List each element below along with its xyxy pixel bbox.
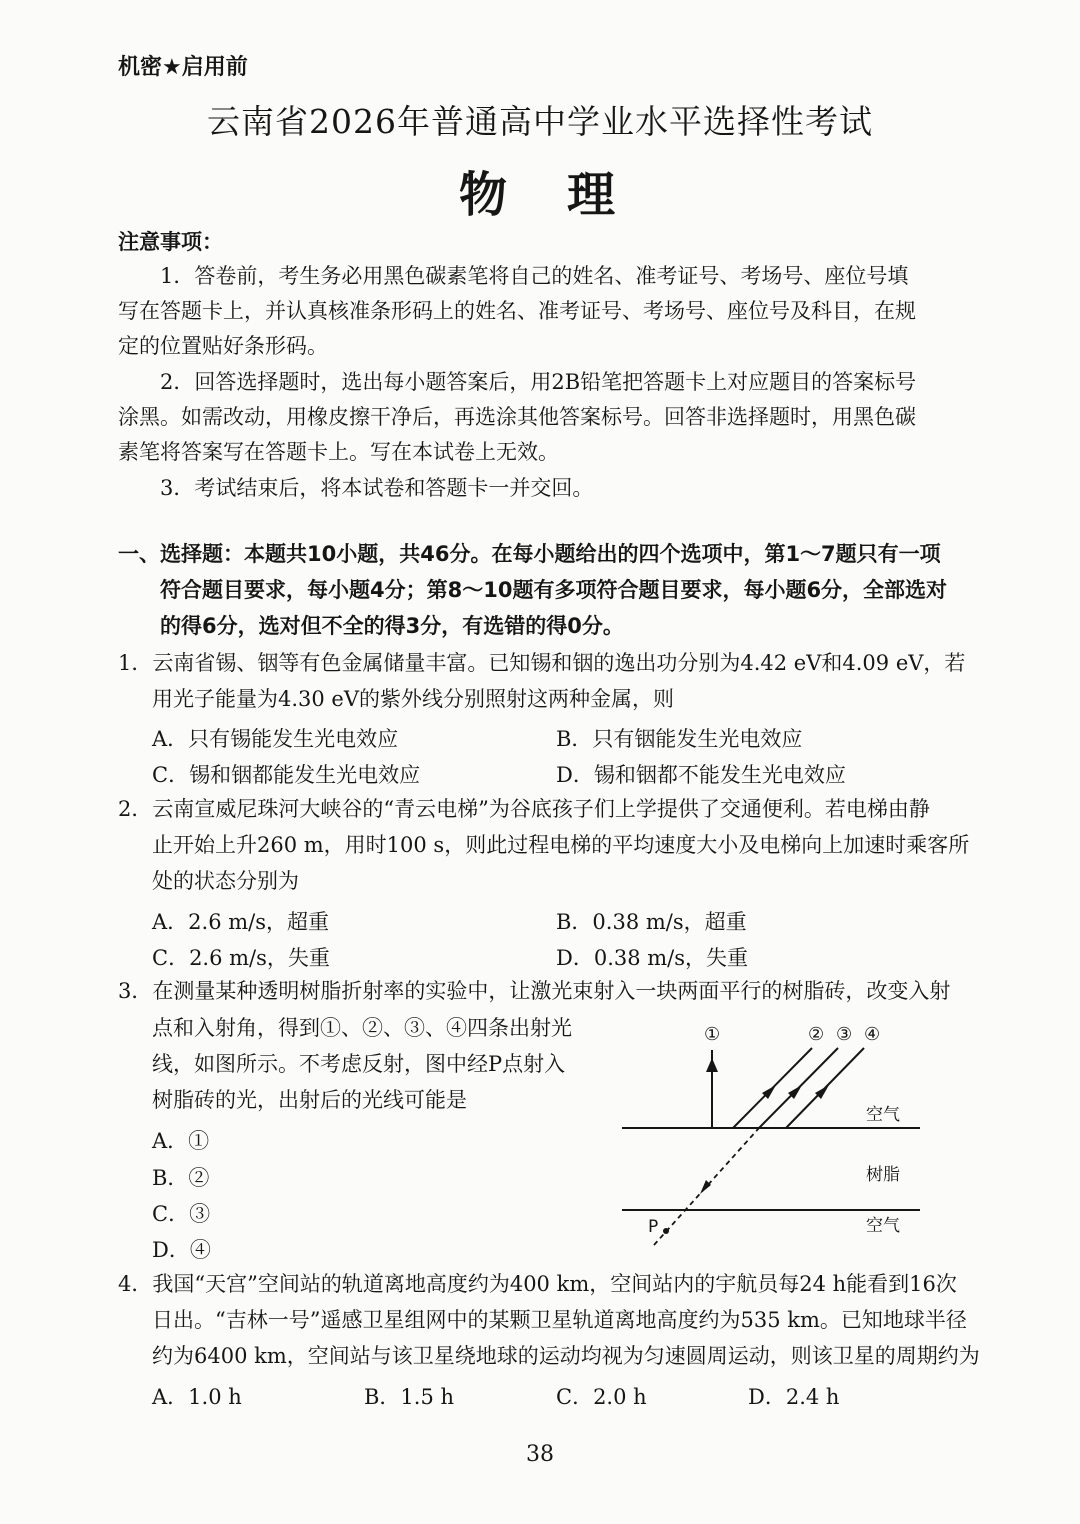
question-2-option-b: B．0.38 m/s，超重: [556, 910, 747, 934]
question-3-option-a: A．①: [152, 1129, 210, 1153]
question-1-stem: 用光子能量为4.30 eV的紫外线分别照射这两种金属，则: [152, 687, 675, 711]
notes-line: 1．答卷前，考生务必用黑色碳素笔将自己的姓名、准考证号、考场号、座位号填: [160, 264, 909, 288]
ray-1-arrowhead: [706, 1058, 718, 1072]
page-number: 38: [526, 1442, 554, 1467]
question-4-option-c: C．2.0 h: [556, 1385, 647, 1409]
ray-3-label: ③: [836, 1024, 853, 1045]
question-1-option-d: D．锡和铟都不能发生光电效应: [556, 763, 846, 787]
question-3-stem: 树脂砖的光，出射后的光线可能是: [152, 1088, 467, 1112]
section-heading: 一、选择题：本题共10小题，共46分。在每小题给出的四个选项中，第1～7题只有一项: [118, 542, 941, 566]
notes-line: 2．回答选择题时，选出每小题答案后，用2B铅笔把答题卡上对应题目的答案标号: [160, 370, 917, 394]
notes-line: 涂黑。如需改动，用橡皮擦干净后，再选涂其他答案标号。回答非选择题时，用黑色碳: [118, 405, 916, 429]
question-2-option-d: D．0.38 m/s，失重: [556, 946, 749, 970]
question-2-stem: 2．云南宣威尼珠河大峡谷的“青云电梯”为谷底孩子们上学提供了交通便利。若电梯由静: [118, 797, 930, 821]
subject-title: 物 理: [458, 167, 621, 223]
ray-4-label: ④: [864, 1024, 881, 1045]
air-bottom-label: 空气: [866, 1216, 900, 1236]
exam-title: 云南省2026年普通高中学业水平选择性考试: [207, 102, 873, 141]
notes-line: 素笔将答案写在答题卡上。写在本试卷上无效。: [118, 440, 559, 464]
question-1-stem: 1．云南省锡、铟等有色金属储量丰富。已知锡和铟的逸出功分别为4.42 eV和4.09 eV，若: [118, 651, 966, 675]
section-heading: 符合题目要求，每小题4分；第8～10题有多项符合题目要求，每小题6分，全部选对: [160, 578, 948, 602]
ray-1-label: ①: [704, 1024, 721, 1045]
question-3-option-b: B．②: [152, 1166, 210, 1190]
question-4-option-d: D．2.4 h: [748, 1385, 840, 1409]
question-3-option-d: D．④: [152, 1238, 211, 1262]
question-1-option-b: B．只有铟能发生光电效应: [556, 727, 803, 751]
question-2-stem: 止开始上升260 m，用时100 s，则此过程电梯的平均速度大小及电梯向上加速时乘客所: [152, 833, 970, 857]
point-p-label: P: [648, 1217, 659, 1237]
question-1-option-a: A．只有锡能发生光电效应: [152, 727, 399, 751]
question-3-option-c: C．③: [152, 1202, 211, 1226]
question-3-stem: 3．在测量某种透明树脂折射率的实验中，让激光束射入一块两面平行的树脂砖，改变入射: [118, 979, 951, 1003]
section-heading: 的得6分，选对但不全的得3分，有选错的得0分。: [160, 614, 624, 638]
confidential-label: 机密★启用前: [118, 55, 248, 80]
notes-line: 写在答题卡上，并认真核准条形码上的姓名、准考证号、考场号、座位号及科目，在规: [118, 299, 916, 323]
air-top-label: 空气: [866, 1105, 900, 1125]
question-4-option-b: B．1.5 h: [364, 1385, 455, 1409]
question-4-stem: 4．我国“天宫”空间站的轨道离地高度约为400 km，空间站内的宇航员每24 h能看到16次: [118, 1272, 957, 1296]
point-p-dot: [663, 1228, 669, 1234]
question-4-stem: 约为6400 km，空间站与该卫星绕地球的运动均视为匀速圆周运动，则该卫星的周期约为: [152, 1344, 980, 1368]
question-4-option-a: A．1.0 h: [152, 1385, 242, 1409]
question-3-stem: 线，如图所示。不考虑反射，图中经P点射入: [152, 1052, 566, 1076]
question-2-option-c: C．2.6 m/s，失重: [152, 946, 330, 970]
question-4-stem: 日出。“吉林一号”遥感卫星组网中的某颗卫星轨道离地高度约为535 km。已知地球半径: [152, 1308, 967, 1332]
resin-label: 树脂: [866, 1165, 900, 1185]
question-2-stem: 处的状态分别为: [152, 869, 299, 893]
question-3-stem: 点和入射角，得到①、②、③、④四条出射光: [152, 1016, 572, 1040]
notes-heading: 注意事项：: [118, 230, 223, 254]
notes-line: 定的位置贴好条形码。: [118, 334, 328, 358]
question-1-option-c: C．锡和铟都能发生光电效应: [152, 763, 421, 787]
question-2-option-a: A．2.6 m/s，超重: [152, 910, 330, 934]
refraction-figure: [600, 1010, 940, 1260]
notes-line: 3．考试结束后，将本试卷和答题卡一并交回。: [160, 476, 594, 500]
ray-2-label: ②: [808, 1024, 825, 1045]
